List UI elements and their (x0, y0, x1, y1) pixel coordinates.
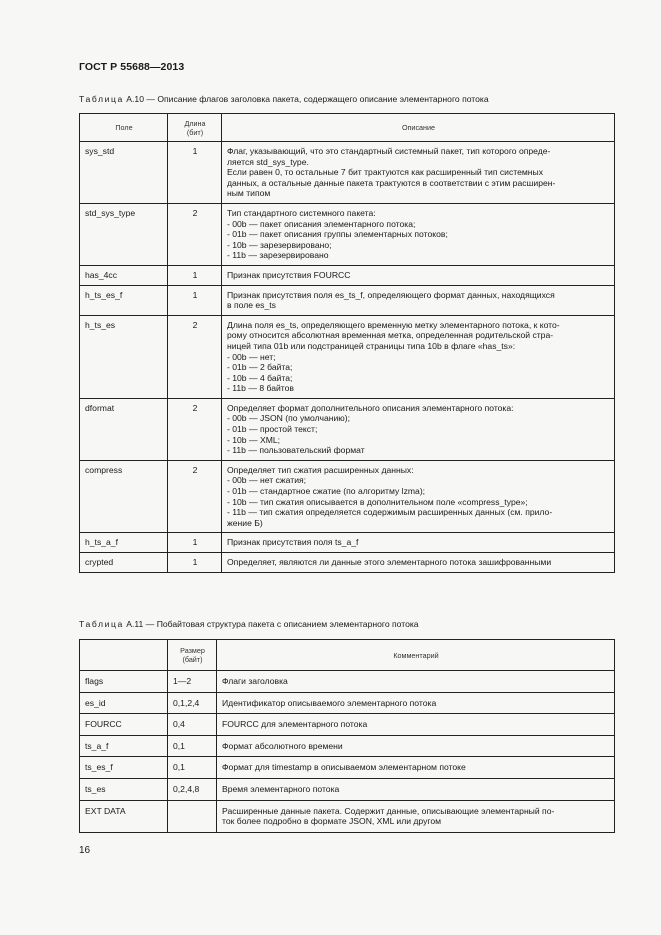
header-description: Описание (222, 114, 615, 142)
table-a10 (79, 113, 615, 573)
header-length-line1: Длина (184, 118, 206, 128)
description-line: - 01b — простой текст; (227, 424, 318, 435)
description-line: - 00b — пакет описания элементарного потока; (227, 218, 416, 229)
field-cell: ts_es_f (80, 757, 168, 779)
description-cell (222, 142, 615, 204)
description-line: Формат абсолютного времени (222, 740, 343, 751)
caption-text: А.11 — Побайтовая структура пакета с описанием элементарного потока (126, 619, 419, 629)
description-line: рому относится абсолютная временная метка, определенная родительской стра- (227, 330, 554, 341)
table-row (80, 800, 615, 832)
description-line: - 10b — 4 байта; (227, 372, 293, 383)
field-cell: EXT DATA (80, 800, 168, 832)
field-cell: std_sys_type (80, 203, 168, 265)
description-cell (222, 315, 615, 398)
table-a11 (79, 639, 615, 833)
description-line: Формат для timestamp в описываемом элементарном потоке (222, 762, 466, 773)
description-line: Признак присутствия поля es_ts_f, определяющего формат данных, находящихся (227, 289, 555, 300)
description-line: Признак присутствия FOURCC (227, 269, 351, 280)
table-row (80, 460, 615, 533)
description-line: - 11b — тип сжатия определяется содержимым расширенных данных (см. прило- (227, 507, 553, 518)
length-cell: 2 (168, 203, 222, 265)
field-cell: sys_std (80, 142, 168, 204)
header-size (168, 640, 217, 671)
table-row (80, 315, 615, 398)
size-cell: 0,1 (168, 757, 217, 779)
field-cell: ts_es (80, 778, 168, 800)
table-header-row (80, 640, 615, 671)
table-header-row (80, 114, 615, 142)
header-field (80, 640, 168, 671)
length-cell: 2 (168, 315, 222, 398)
description-line: жение Б) (227, 517, 263, 528)
description-line: ток более подробно в формате JSON, XML или другом (222, 816, 442, 827)
description-line: Время элементарного потока (222, 783, 340, 794)
size-cell: 0,2,4,8 (168, 778, 217, 800)
description-line: Расширенные данные пакета. Содержит данные, описывающие элементарный по- (222, 805, 555, 816)
description-line: - 00b — нет сжатия; (227, 475, 307, 486)
description-line: ным типом (227, 188, 271, 199)
field-cell: ts_a_f (80, 735, 168, 757)
table-row (80, 714, 615, 736)
description-cell (222, 203, 615, 265)
table-row (80, 735, 615, 757)
description-cell (217, 800, 615, 832)
length-cell: 1 (168, 533, 222, 553)
size-cell (168, 800, 217, 832)
size-cell: 1—2 (168, 671, 217, 693)
table-row (80, 285, 615, 315)
field-cell: FOURCC (80, 714, 168, 736)
field-cell: h_ts_es (80, 315, 168, 398)
description-line: Определяет тип сжатия расширенных данных: (227, 464, 414, 475)
length-cell: 1 (168, 553, 222, 573)
description-line: Идентификатор описываемого элементарного потока (222, 697, 437, 708)
description-line: - 11b — пользовательский формат (227, 445, 365, 456)
description-line: ляется std_sys_type. (227, 156, 309, 167)
description-cell (222, 398, 615, 460)
length-cell: 1 (168, 285, 222, 315)
description-line: Определяет формат дополнительного описания элементарного потока: (227, 402, 514, 413)
table-a11-caption (79, 619, 419, 629)
description-cell (222, 553, 615, 573)
table-row (80, 398, 615, 460)
table-row (80, 142, 615, 204)
header-size-line2: (байт) (182, 655, 203, 664)
description-line: - 00b — нет; (227, 351, 276, 362)
description-line: - 10b — тип сжатия описывается в дополнительном поле «compress_type»; (227, 496, 528, 507)
description-line: - 10b — зарезервировано; (227, 239, 332, 250)
field-cell: compress (80, 460, 168, 533)
field-cell: has_4cc (80, 265, 168, 285)
description-line: - 11b — зарезервировано (227, 250, 329, 261)
description-line: ницей типа 01b или подстраницей страницы типа 10b в флаге «has_ts»: (227, 340, 516, 351)
description-cell (217, 778, 615, 800)
field-cell: h_ts_a_f (80, 533, 168, 553)
table-row (80, 533, 615, 553)
table-row (80, 265, 615, 285)
description-line: - 01b — стандартное сжатие (по алгоритму lzma); (227, 486, 426, 497)
table-row (80, 553, 615, 573)
description-cell (217, 714, 615, 736)
description-line: Если равен 0, то остальные 7 бит трактуются как расширенный тип системных (227, 167, 544, 178)
description-line: Тип стандартного системного пакета: (227, 207, 376, 218)
size-cell: 0,1,2,4 (168, 692, 217, 714)
description-line: Флаги заголовка (222, 676, 288, 686)
description-line: - 10b — XML; (227, 434, 281, 445)
description-line: - 01b — 2 байта; (227, 362, 293, 373)
field-cell: crypted (80, 553, 168, 573)
document-standard-header: ГОСТ Р 55688—2013 (79, 61, 185, 73)
field-cell: flags (80, 671, 168, 693)
page-number: 16 (79, 845, 91, 856)
description-line: - 00b — JSON (по умолчанию); (227, 413, 350, 424)
description-line: - 01b — пакет описания группы элементарных потоков; (227, 229, 448, 240)
table-row (80, 778, 615, 800)
table-a10-caption (79, 94, 489, 104)
header-length-line2: (бит) (186, 127, 204, 137)
field-cell: dformat (80, 398, 168, 460)
description-line: Флаг, указывающий, что это стандартный системный пакет, тип которого опреде- (227, 146, 551, 156)
description-cell (222, 533, 615, 553)
caption-prefix: Таблица (79, 619, 124, 629)
length-cell: 2 (168, 398, 222, 460)
description-line: FOURCC для элементарного потока (222, 719, 368, 730)
header-field: Поле (80, 114, 168, 142)
description-cell (222, 265, 615, 285)
header-comment: Комментарий (217, 640, 615, 671)
size-cell: 0,1 (168, 735, 217, 757)
header-size-line1: Размер (180, 646, 205, 655)
description-cell (217, 671, 615, 693)
table-row (80, 671, 615, 693)
field-cell: es_id (80, 692, 168, 714)
header-length (168, 114, 222, 142)
table-row (80, 203, 615, 265)
length-cell: 1 (168, 142, 222, 204)
length-cell: 2 (168, 460, 222, 533)
caption-text: А.10 — Описание флагов заголовка пакета, содержащего описание элементарного потока (126, 94, 489, 104)
description-line: данных, а остальные данные пакета трактуются в соответствии с этим расширен- (227, 177, 556, 188)
description-line: Длина поля es_ts, определяющего временную метку элементарного потока, к кото- (227, 319, 560, 330)
description-cell (222, 460, 615, 533)
description-line: в поле es_ts (227, 300, 276, 311)
description-cell (217, 692, 615, 714)
description-cell (217, 735, 615, 757)
field-cell: h_ts_es_f (80, 285, 168, 315)
table-row (80, 757, 615, 779)
description-cell (222, 285, 615, 315)
caption-prefix: Таблица (79, 94, 124, 104)
description-line: - 11b — 8 байтов (227, 383, 294, 394)
description-cell (217, 757, 615, 779)
table-row (80, 692, 615, 714)
description-line: Признак присутствия поля ts_a_f (227, 537, 359, 548)
description-line: Определяет, являются ли данные этого элементарного потока зашифрованными (227, 557, 552, 567)
length-cell: 1 (168, 265, 222, 285)
size-cell: 0,4 (168, 714, 217, 736)
